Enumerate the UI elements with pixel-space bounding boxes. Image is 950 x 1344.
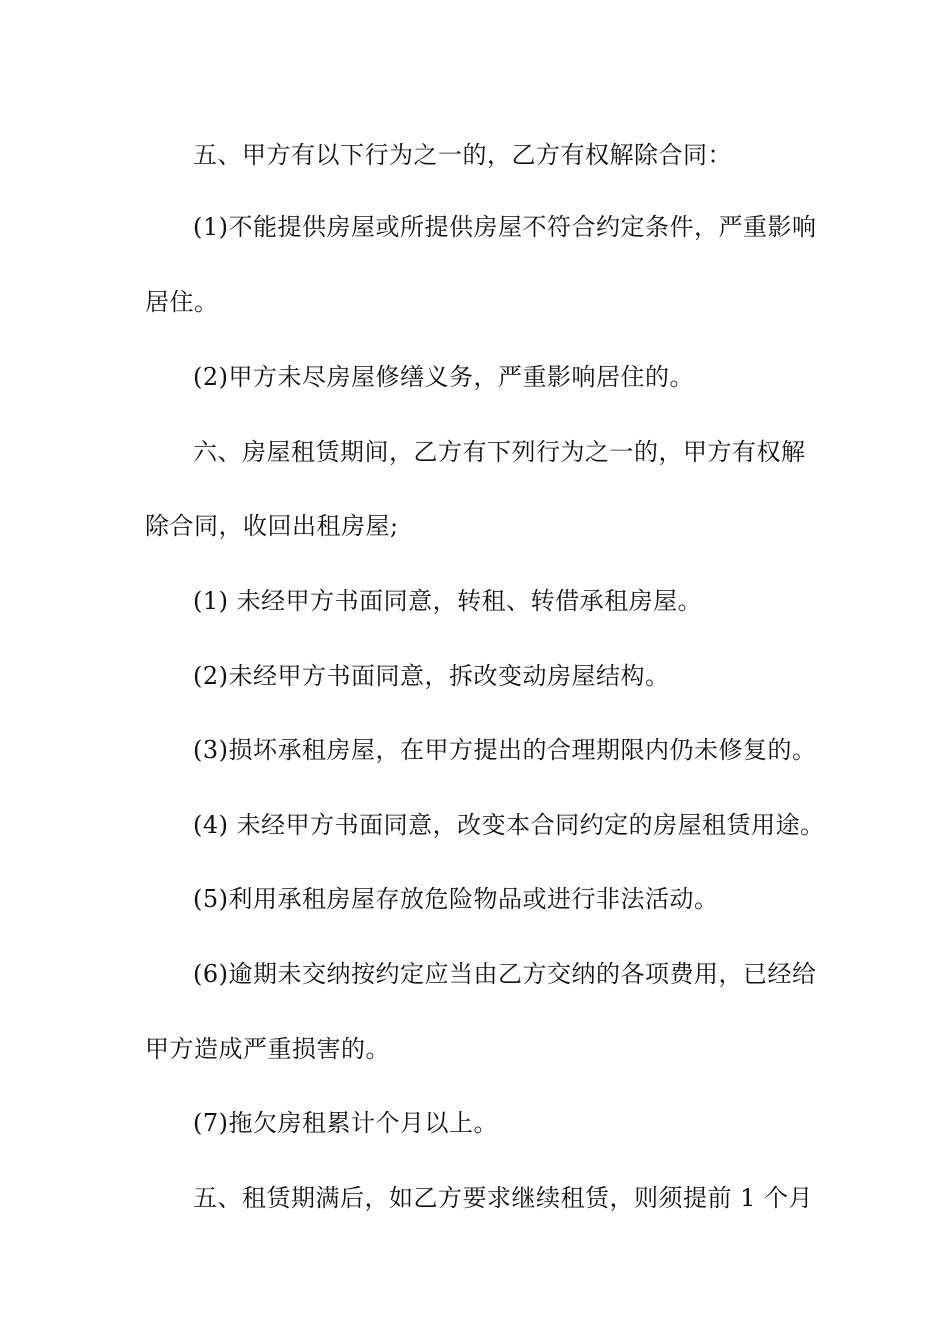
paragraph-item-4: (4) 未经甲方书面同意，改变本合同约定的房屋租赁用途。 xyxy=(193,811,825,839)
paragraph-item-2: (2)甲方未尽房屋修缮义务，严重影响居住的。 xyxy=(193,363,694,391)
paragraph-item-1: (1) 未经甲方书面同意，转租、转借承租房屋。 xyxy=(193,587,703,615)
paragraph-item-3: (3)损坏承租房屋，在甲方提出的合理期限内仍未修复的。 xyxy=(193,736,817,764)
paragraph-item-7: (7)拖欠房租累计个月以上。 xyxy=(193,1109,498,1137)
paragraph-item-5: (5)利用承租房屋存放危险物品或进行非法活动。 xyxy=(193,885,719,913)
paragraph-item-6-continued: 甲方造成严重损害的。 xyxy=(145,1035,390,1063)
paragraph-section-5-renewal: 五、租赁期满后，如乙方要求继续租赁，则须提前 1 个月 xyxy=(193,1184,814,1212)
paragraph-item-6: (6)逾期未交纳按约定应当由乙方交纳的各项费用，已经给 xyxy=(193,960,817,988)
paragraph-section-5-heading: 五、甲方有以下行为之一的，乙方有权解除合同： xyxy=(193,141,732,169)
paragraph-item-1: (1)不能提供房屋或所提供房屋不符合约定条件，严重影响 xyxy=(193,213,817,241)
paragraph-item-2: (2)未经甲方书面同意，拆改变动房屋结构。 xyxy=(193,662,670,690)
paragraph-section-6-continued: 除合同，收回出租房屋; xyxy=(145,512,399,540)
paragraph-item-1-continued: 居住。 xyxy=(145,288,219,316)
paragraph-section-6-heading: 六、房屋租赁期间，乙方有下列行为之一的，甲方有权解 xyxy=(193,438,806,466)
